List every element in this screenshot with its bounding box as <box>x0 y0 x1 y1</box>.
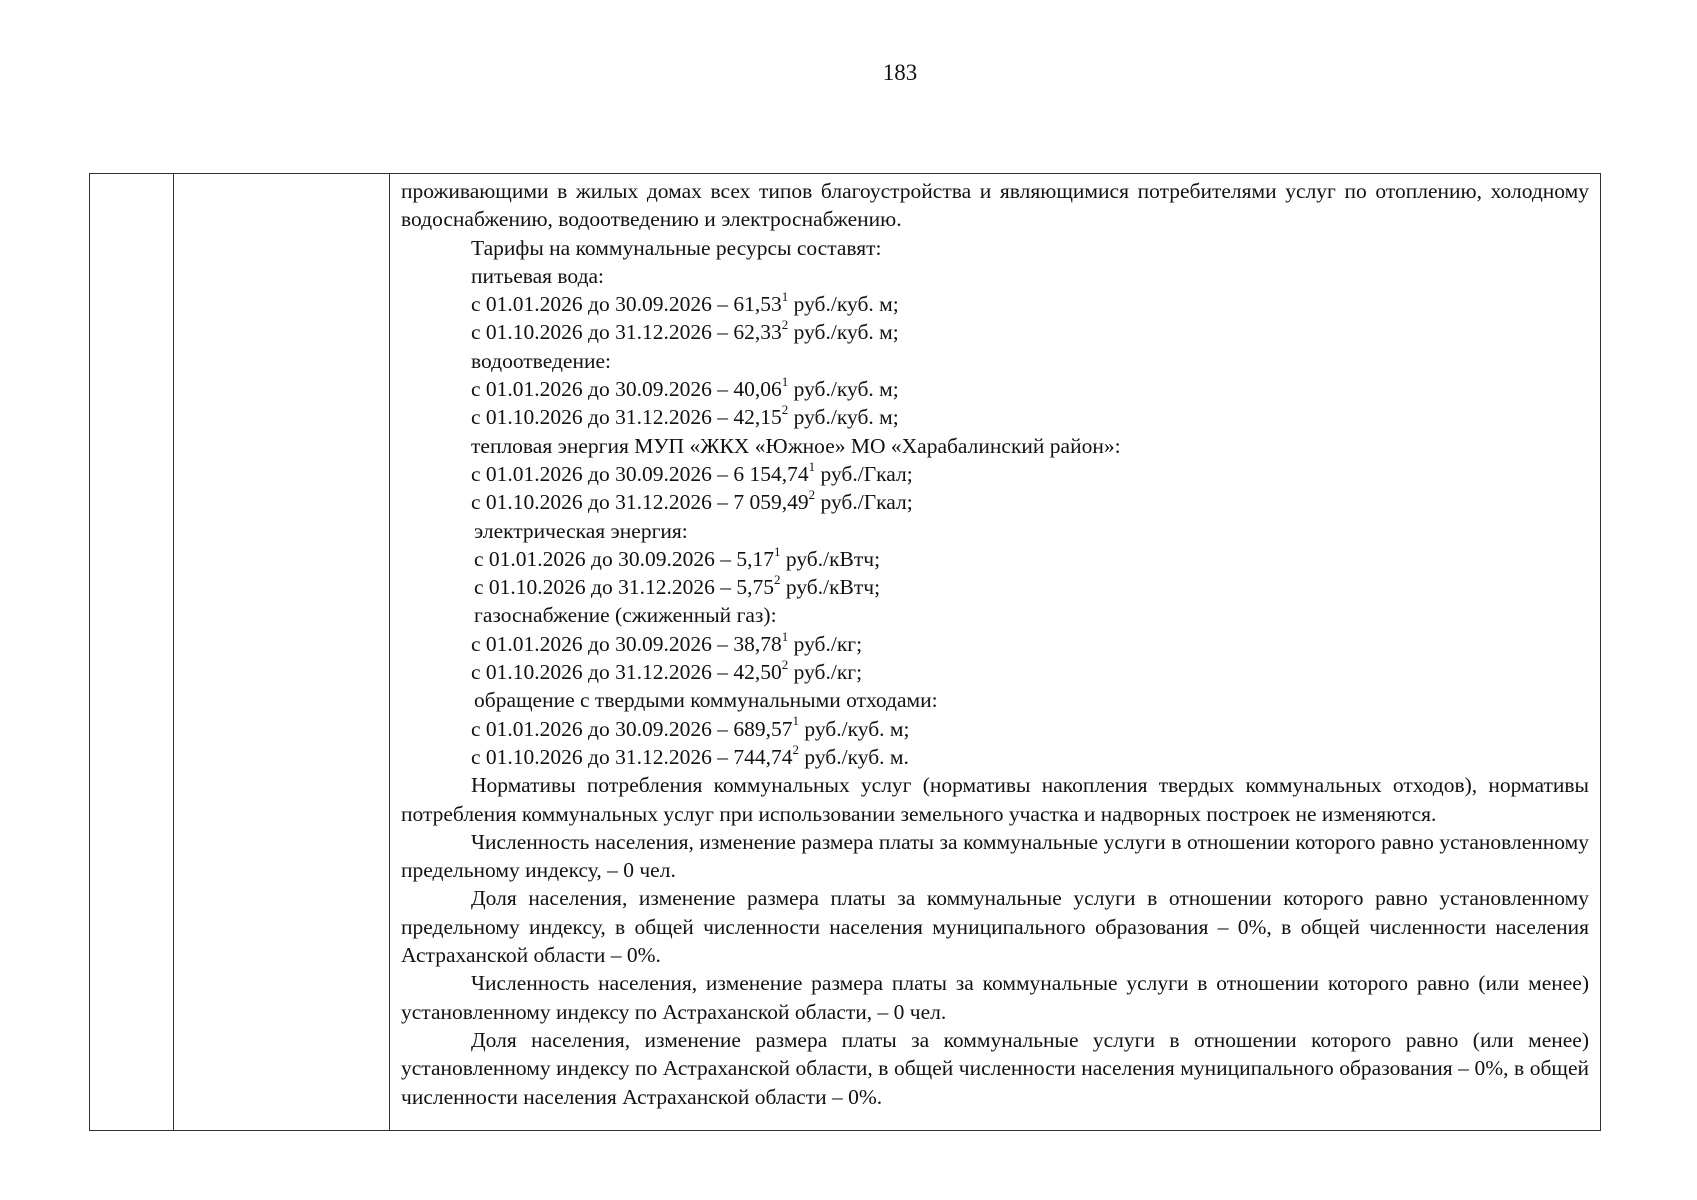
tariff-group-title: водоотведение: <box>471 348 611 373</box>
tariff-row: с 01.01.2026 до 30.09.2026 – 6 154,74$^1$ руб./Гкал; <box>471 458 913 486</box>
paragraph-norms: Нормативы потребления коммунальных услуг (нормативы накопления твердых коммунальных отходов), нормативы потребления коммунальных услуг при использовании земельного участка и надворных построек не изменяются. <box>401 773 1589 826</box>
tariff-group-heat <box>401 432 1589 517</box>
tariffs-heading: Тарифы на коммунальные ресурсы составят: <box>471 235 882 260</box>
tariff-row: с 01.10.2026 до 31.12.2026 – 42,50$^2$ руб./кг; <box>471 656 863 685</box>
tariff-group-title: тепловая энергия МУП «ЖКХ «Южное» МО «Харабалинский район»: <box>471 433 1121 458</box>
tariff-group-title: питьевая вода: <box>471 263 605 288</box>
tariff-group-title: электрическая энергия: <box>474 518 688 543</box>
tariff-row: с 01.01.2026 до 30.09.2026 – 61,53$^1$ руб./куб. м; <box>471 289 899 317</box>
paragraph-population-count-limit: Численность населения, изменение размера платы за коммунальные услуги в отношении которого равно установленному предельному индексу, – 0 чел. <box>401 829 1589 883</box>
tariff-row: с 01.10.2026 до 31.12.2026 – 7 059,49$^2$ руб./Гкал; <box>471 487 913 515</box>
content-text <box>401 177 1589 1111</box>
table-cell-empty-2 <box>174 174 390 1130</box>
tariff-group-electricity <box>401 517 1589 602</box>
tariff-row: с 01.01.2026 до 30.09.2026 – 689,57$^1$ руб./куб. м; <box>471 713 910 741</box>
paragraph-population-count-index: Численность населения, изменение размера платы за коммунальные услуги в отношении которого равно (или менее) установленному индексу по Астраханской области, – 0 чел. <box>401 971 1589 1024</box>
page-number: 183 <box>882 60 918 85</box>
tariff-row: с 01.10.2026 до 31.12.2026 – 744,74$^2$ руб./куб. м. <box>471 741 909 769</box>
tariff-group-title: обращение с твердыми коммунальными отходами: <box>474 688 938 713</box>
tariff-row: с 01.10.2026 до 31.12.2026 – 5,75$^2$ руб./кВтч; <box>474 572 881 600</box>
intro-paragraph: проживающими в жилых домах всех типов благоустройства и являющимися потребителями услуг по отоплению, холодному водоснабжению, водоотведению и электроснабжению. <box>401 179 1589 232</box>
table-cell-empty-1 <box>90 174 174 1130</box>
tariff-row: с 01.01.2026 до 30.09.2026 – 5,17$^1$ руб./кВтч; <box>474 543 881 571</box>
tariff-group-title: газоснабжение (сжиженный газ): <box>474 603 777 628</box>
tariff-row: с 01.10.2026 до 31.12.2026 – 62,33$^2$ руб./куб. м; <box>471 317 899 345</box>
tariff-group-wastewater <box>401 347 1589 432</box>
tariff-row: с 01.01.2026 до 30.09.2026 – 38,78$^1$ руб./кг; <box>471 628 863 656</box>
tariff-group-solid-waste <box>401 686 1589 771</box>
paragraph-population-share-index: Доля населения, изменение размера платы за коммунальные услуги в отношении которого равно (или менее) установленному индексу по Астраханской области, в общей численности населения муниципального образования – 0%, в общей численности населения Астраханской области – 0%. <box>401 1027 1589 1109</box>
table-cell-content <box>390 174 1600 1130</box>
paragraph-population-share-limit: Доля населения, изменение размера платы за коммунальные услуги в отношении которого равно установленному предельному индексу, в общей численности населения муниципального образования – 0%, в общей численности населения Астраханской области – 0%. <box>401 886 1589 968</box>
tariff-row: с 01.10.2026 до 31.12.2026 – 42,15$^2$ руб./куб. м; <box>471 402 899 430</box>
tariff-group-drinking-water <box>401 262 1589 347</box>
tariff-group-gas <box>401 601 1589 686</box>
tariff-row: с 01.01.2026 до 30.09.2026 – 40,06$^1$ руб./куб. м; <box>471 373 899 402</box>
document-table <box>89 173 1601 1131</box>
